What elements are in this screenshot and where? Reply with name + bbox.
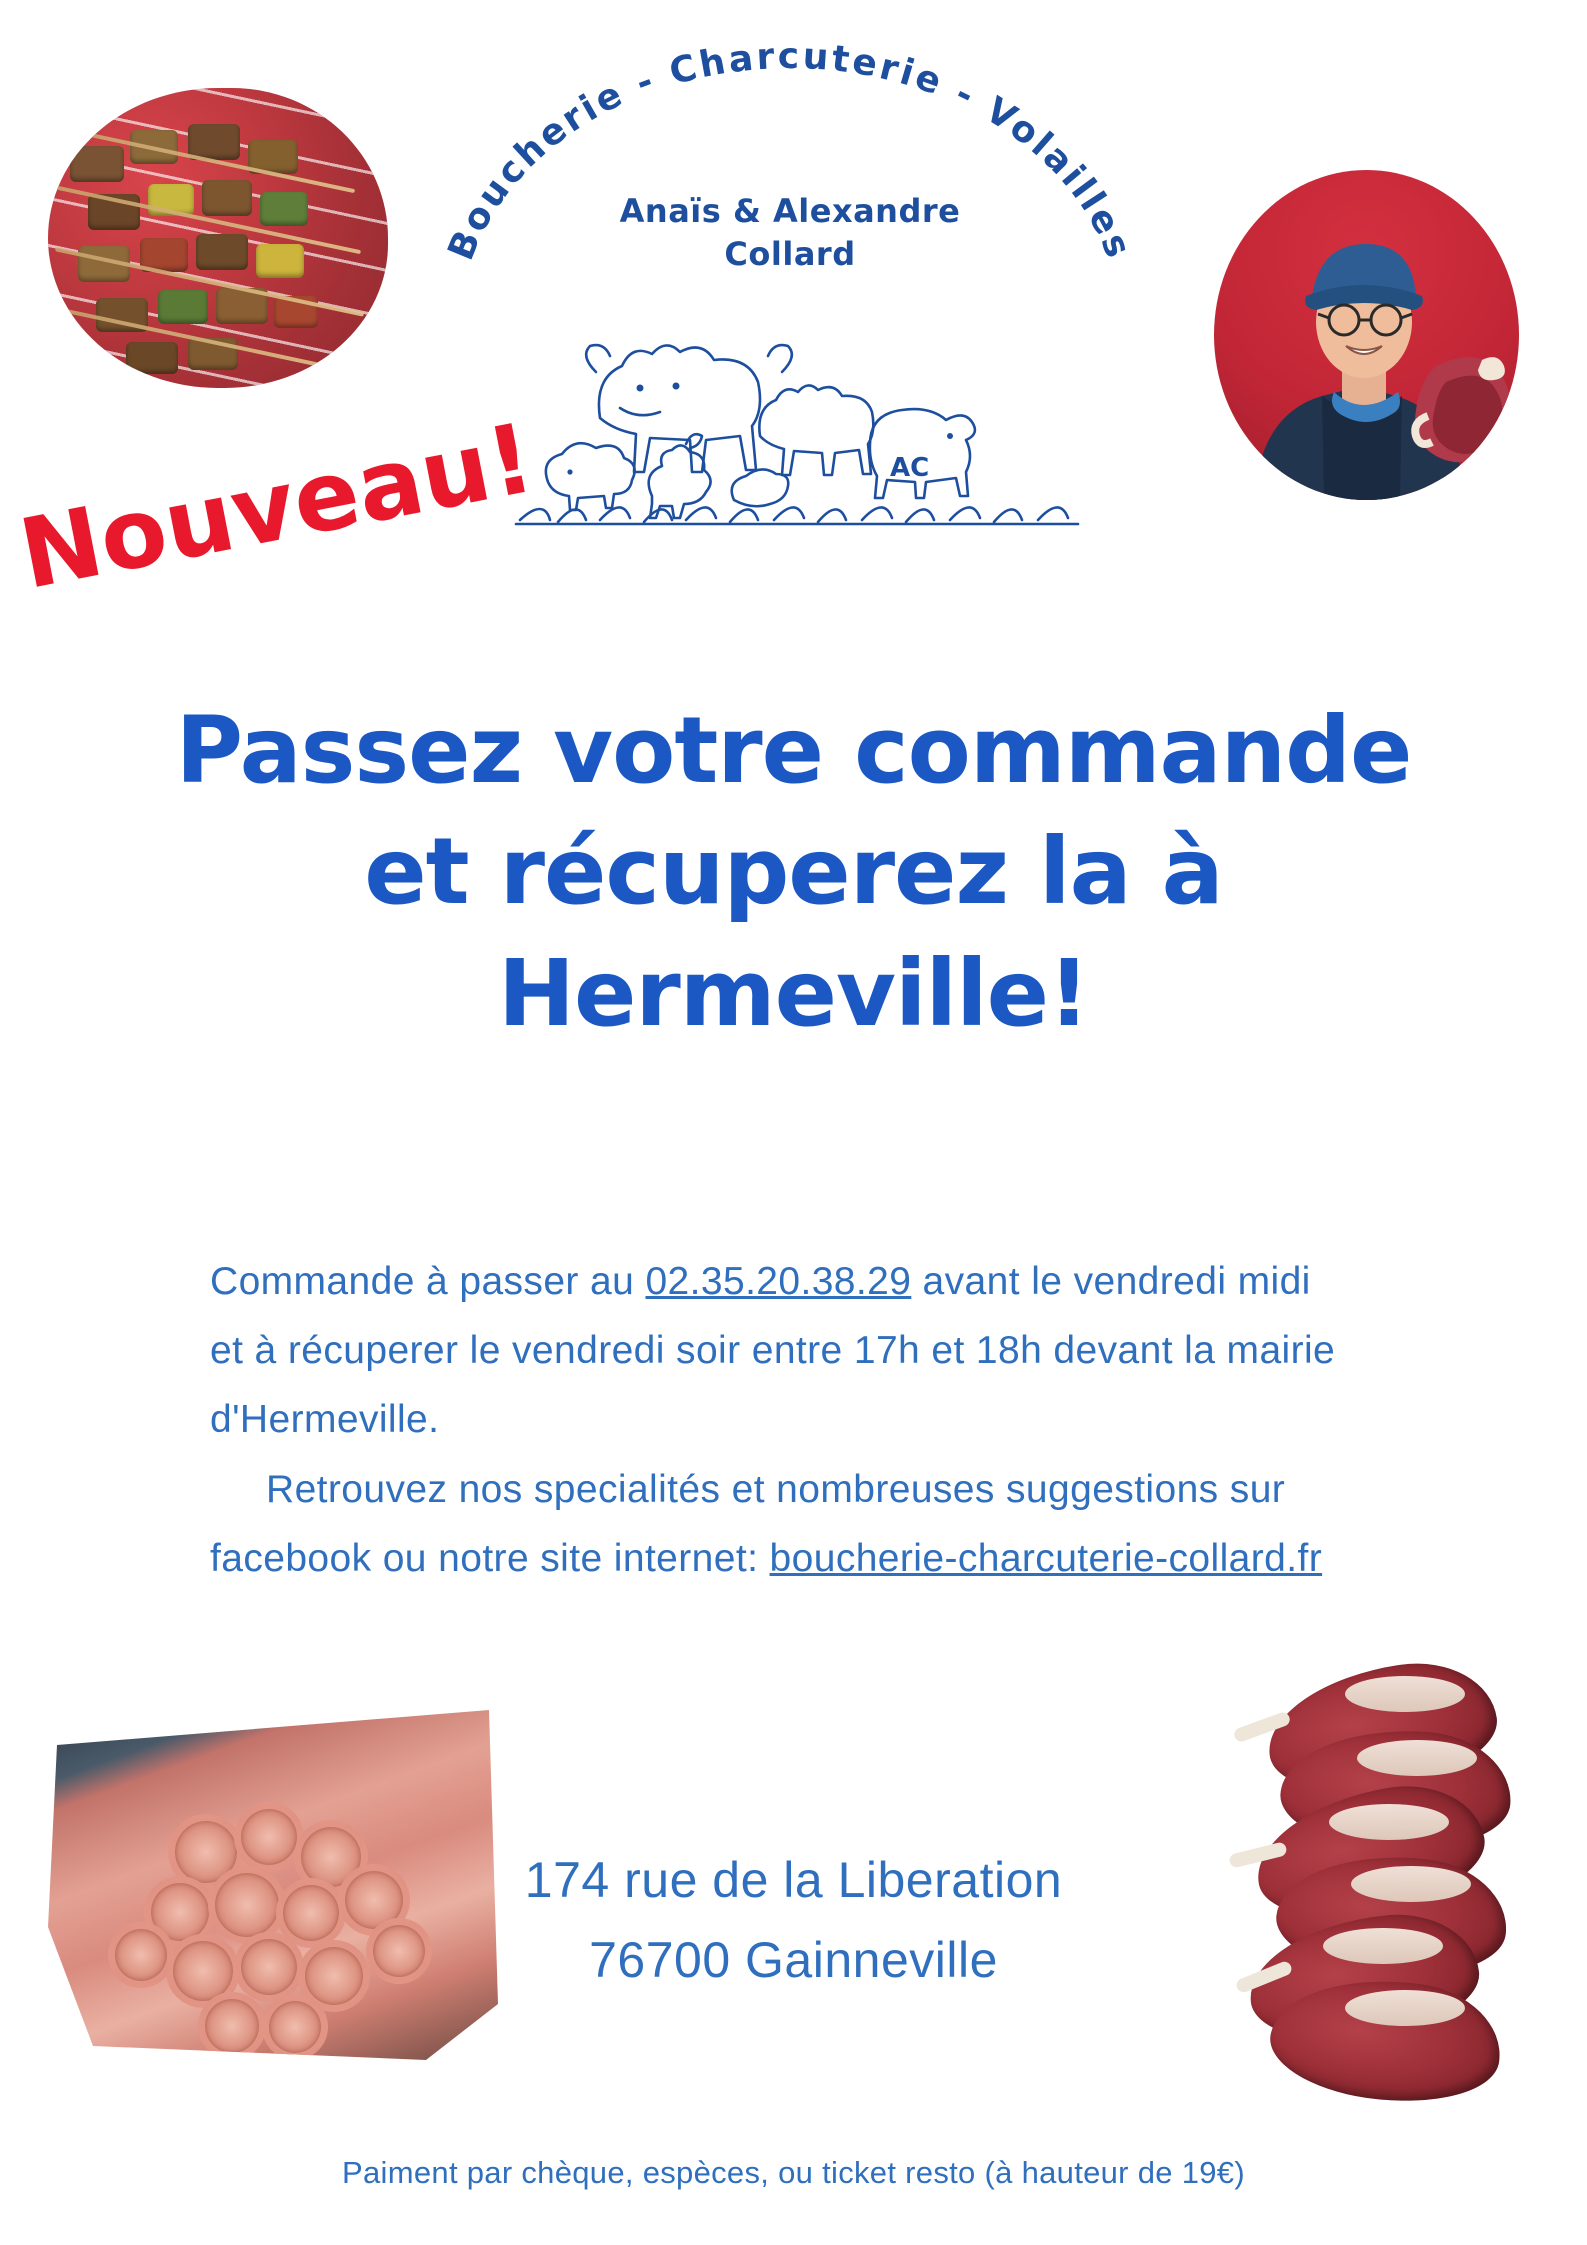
instruction-suffix: avant le vendredi midi — [911, 1260, 1311, 1303]
shop-address — [0, 1840, 1587, 2000]
shop-logo — [430, 38, 1150, 538]
address-city: 76700 Gainneville — [589, 1932, 998, 1988]
instruction-line-1 — [210, 1250, 1400, 1313]
instruction-line-4: Retrouvez nos specialités et nombreuses suggestions sur — [266, 1467, 1286, 1511]
logo-arc-label: Boucherie - Charcuterie - Volailles — [440, 38, 1140, 266]
payment-note: Paiment par chèque, espèces, ou ticket resto (à hauteur de 19€) — [342, 2155, 1245, 2190]
logo-owner-surname: Collard — [724, 235, 856, 274]
brochettes-photo — [48, 88, 388, 388]
poster-headline — [0, 690, 1587, 1054]
website-prefix: facebook ou notre site internet: — [210, 1536, 770, 1580]
headline-line-2: et récuperez la à — [364, 818, 1223, 926]
website-link[interactable]: boucherie-charcuterie-collard.fr — [769, 1536, 1323, 1580]
phone-number[interactable]: 02.35.20.38.29 — [645, 1260, 912, 1303]
instruction-line-2: et à récuperer le vendredi soir entre 17h et 18h devant la mairie — [210, 1329, 1336, 1373]
logo-owner-firstnames: Anaïs & Alexandre — [619, 192, 961, 230]
order-instructions — [210, 1250, 1400, 1596]
address-street: 174 rue de la Liberation — [524, 1852, 1063, 1908]
logo-initials: AC — [890, 453, 930, 483]
headline-line-1: Passez votre commande — [175, 697, 1412, 804]
butcher-portrait-photo — [1214, 170, 1519, 500]
instruction-line-3: d'Hermeville. — [210, 1398, 440, 1442]
instruction-prefix: Commande à passer au — [210, 1260, 646, 1303]
headline-line-3: Hermeville! — [498, 939, 1089, 1047]
nouveau-badge: Nouveau! — [11, 401, 543, 611]
logo-owner-names — [430, 190, 1150, 276]
butcher-portrait-art — [1214, 170, 1519, 500]
instruction-line-5 — [210, 1527, 1400, 1590]
